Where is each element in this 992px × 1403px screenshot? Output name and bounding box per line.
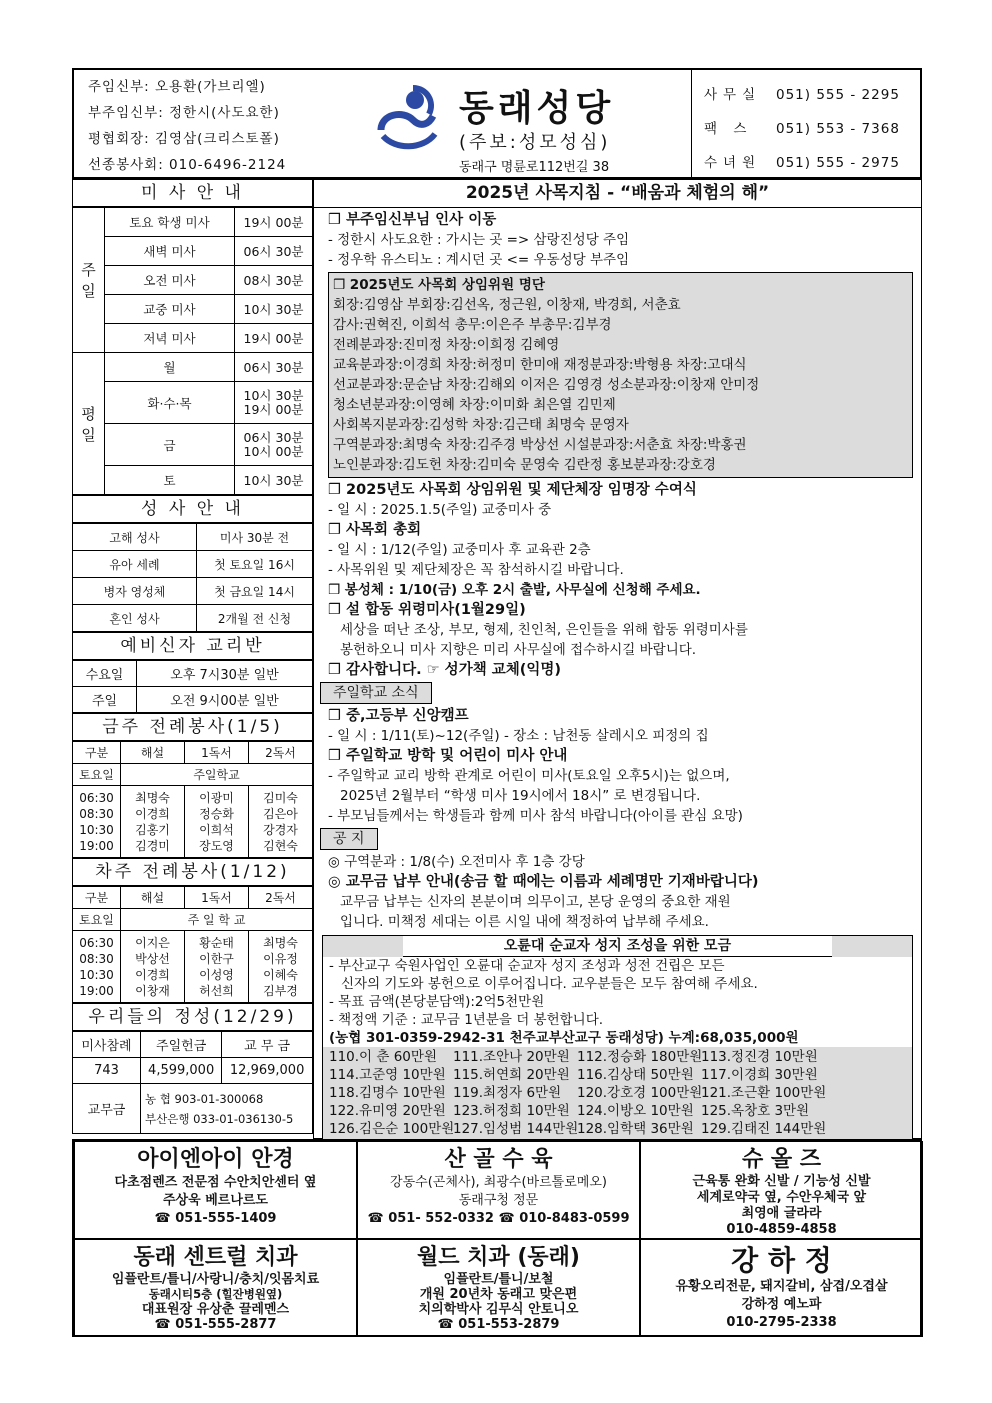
section-heading: ❒ 중,고등부 신앙캠프: [328, 708, 469, 724]
offering-title: 우리들의 정성(12/29): [72, 1003, 313, 1031]
donation-row: 110.이 춘 60만원 111.조안나 20만원 112.정승화 180만원113.정진경 10만원: [329, 1049, 818, 1065]
sunday-school-tag: 주일학교 소식: [320, 682, 432, 704]
table-row: 주일 오전 9시00분 일반: [73, 687, 313, 713]
section-heading: ❒ 감사합니다. ☞ 성가책 교체(익명): [328, 662, 562, 678]
masthead: [72, 68, 922, 179]
pastoral-theme-title: 2025년 사목지침 - “배움과 체험의 해”: [314, 180, 921, 208]
clergy-pastor: 주임신부: 오용환(가브리엘): [88, 79, 266, 95]
ad-restaurant-kanghajeong: 강 하 정 유황오리전문, 돼지갈비, 삼겹/오겹살 강하정 예노파 010-2795-2338: [640, 1239, 923, 1337]
section-heading: ◎ 교무금 납부 안내(송금 할 때에는 이름과 세례명만 기재바랍니다): [328, 874, 759, 890]
table-row: 토요일 주일학교: [73, 764, 313, 786]
parish-title-block: [349, 70, 691, 177]
table-row: 교무금 농 협 903-01-300068 부산은행 033-01-036130-5: [73, 1084, 313, 1134]
table-row: 743 4,599,000 12,969,000: [73, 1058, 313, 1084]
table-row: 주일 토요 학생 미사 19시 00분: [73, 208, 313, 237]
donation-row: 118.김명수 10만원 119.최정자 6만원 120.강호경 100만원121.조근환 100만원: [329, 1085, 827, 1101]
sacraments-title: 성 사 안 내: [72, 495, 313, 523]
offering-table: [72, 1031, 313, 1134]
table-row: 평일 월 06시 30분: [73, 353, 313, 382]
weekday-label: 평일: [73, 353, 105, 495]
section-heading: ❒ 주일학교 방학 및 어린이 미사 안내: [328, 748, 568, 764]
donation-row: 114.고준영 10만원 115.허연희 20만원 116.김상태 50만원 117.이경희 30만원: [329, 1067, 818, 1083]
table-row: 06:30 08:30 10:30 19:00 최명숙 이경희 김홍기 김경미 이광미 정승화 이희석 장도영 김미숙 김은아 강경자 김현숙: [73, 786, 313, 858]
left-column: [72, 179, 313, 1134]
martyr-shrine-title: 오륜대 순교자 성지 조성을 위한 모금: [403, 936, 832, 957]
parish-logo-icon: [373, 84, 443, 154]
parish-patron: (주보:성모성심): [459, 132, 611, 153]
table-row: 06:30 08:30 10:30 19:00 이지은 박상선 이경희 이창재 황순태 이한구 이성영 허선희 최명숙 이유정 이혜숙 김부경: [73, 931, 313, 1003]
mass-schedule-table: [72, 207, 313, 495]
table-row: 화·수·목 10시 30분 19시 00분: [73, 382, 313, 424]
table-row: 병자 영성체 첫 금요일 14시: [73, 578, 313, 605]
catechumen-table: [72, 660, 313, 713]
clergy-list: [74, 70, 349, 177]
ad-optician: 아이엔아이 안경 다초점렌즈 전문점 수안치안센터 옆 주상욱 베르나르도 ☎ 051-555-1409: [74, 1141, 357, 1239]
section-heading: ❒ 부주임신부님 인사 이동: [328, 212, 497, 228]
bank-account-busan: 부산은행 033-01-036130-5: [145, 1111, 294, 1126]
donation-row: 126.김은순 100만원127.임성범 144만원128.임학택 36만원 129.김태진 144만원: [329, 1121, 827, 1137]
section-heading: ❒ 2025년도 사목회 상임위원 명단: [333, 277, 545, 293]
ad-shoes: 슈 올 즈 근육통 완화 신발 / 기능성 신발 세계로약국 옆, 수안우체국 앞 최영애 글라라 010-4859-4858: [640, 1141, 923, 1239]
table-row: 혼인 성사 2개월 전 신청: [73, 605, 313, 632]
martyr-shrine-fund-box: 오륜대 순교자 성지 조성을 위한 모금 - 부산교구 숙원사업인 오륜대 순교자 성지 조성과 성전 건립은 모든 신자의 기도와 봉헌으로 이루어집니다. 교우분들은 모두 참여해 주세요. - 목표 금액(본당분담액):2억5천만원 - 책정액 기준 : 교무금 1년분을 더 봉헌합니다. (농협 301-0359-2942-31 천주교부산교구 동래성당) 누계:68,035,000원 110.이 춘 60만원 111.조안나 20만원 112.정승화 180만원113.정진경 10만원 114.고준영 10만원 115.허연희 20만원 116.김상태 50만원 117.이경희 30만원 118.김명수 10만원 119.최정자 6만원 120.강호경 100만원121.조근환 100만원 122.유미영 20만원 123.허정희 10만원 124.이방오 10만원 125.옥창호 3만원 126.김은순 100만원127.임성범 144만원128.임학택 36만원 129.김태진 144만원: [322, 935, 913, 1141]
next-week-liturgy-title: 차주 전례봉사(1/12): [72, 858, 313, 886]
ad-dental-world: 월드 치과 (동래) 임플란트/틀니/보철 개원 20년차 동래고 맞은편 치의학박사 김무식 안토니오 ☎ 051-553-2879: [357, 1239, 640, 1337]
section-heading: ❒ 봉성체 : 1/10(금) 오후 2시 출발, 사무실에 신청해 주세요.: [328, 582, 701, 598]
bank-account-nonghyup: 농 협 903-01-300068: [145, 1091, 264, 1106]
contact-convent: 수녀원 051) 555 - 2975: [704, 155, 900, 171]
table-row: 금 06시 30분 10시 00분: [73, 424, 313, 466]
table-row: 교중 미사 10시 30분: [73, 295, 313, 324]
council-members-box: ❒ 2025년도 사목회 상임위원 명단 회장:김영삼 부회장:김선옥, 정근원, 이창재, 박경희, 서춘효 감사:권혁진, 이희석 총무:이은주 부총무:김부경 전례분과장:진미정 차장:이희정 김혜영 교육분과장:이경희 차장:허정미 한미애 재정분과장:박형용 차장:고대식 선교분과장:문순남 차장:김해외 이저은 김영경 성소분과장:이창재 안미정 청소년분과장:이영혜 차장:이미화 최은열 김민제 사회복지분과장:김성학 차장:김근태 최명숙 문영자 구역분과장:최명숙 차장:김주경 박상선 시설분과장:서춘효 차장:박홍권 노인분과장:김도헌 차장:김미숙 문영숙 김란정 홍보분과장:강호경: [328, 272, 913, 478]
table-row: 고해 성사 미사 30분 전: [73, 524, 313, 551]
table-row: 오전 미사 08시 30분: [73, 266, 313, 295]
sacraments-table: [72, 523, 313, 632]
catechumen-title: 예비신자 교리반: [72, 632, 313, 660]
table-row: 토 10시 30분: [73, 466, 313, 495]
section-heading: ❒ 사목회 총회: [328, 522, 422, 538]
contact-fax: 팩 스 051) 553 - 7368: [704, 121, 900, 137]
next-week-liturgy-table: [72, 886, 313, 1003]
table-row: 미사참례 주일헌금 교 무 금: [73, 1032, 313, 1058]
clergy-funeral-service: 선종봉사회: 010-6496-2124: [88, 157, 287, 173]
table-row: 토요일 주 일 학 교: [73, 909, 313, 931]
ad-dental-central: 동래 센트럴 치과 임플란트/틀니/사랑니/충치/잇몸치료 동래시티5층 (힐잔병원옆) 대표원장 유상춘 끌레멘스 ☎ 051-555-2877: [74, 1239, 357, 1337]
clergy-council-president: 평협회장: 김영삼(크리스토폴): [88, 131, 280, 147]
table-row: 구분 해설 1독서 2독서: [73, 742, 313, 764]
contact-list: [691, 70, 920, 177]
contact-office: 사무실 051) 555 - 2295: [704, 87, 900, 103]
mass-guide-title: 미 사 안 내: [72, 179, 313, 207]
fund-account: (농협 301-0359-2942-31 천주교부산교구 동래성당) 누계:68,035,000원: [329, 1030, 799, 1046]
table-row: 저녁 미사 19시 00분: [73, 324, 313, 353]
section-heading: ❒ 2025년도 사목회 상임위원 및 제단체장 임명장 수여식: [328, 482, 697, 498]
table-row: 구분 해설 1독서 2독서: [73, 887, 313, 909]
notice-tag: 공 지: [320, 828, 378, 850]
clergy-assistant: 부주임신부: 정한시(사도요한): [88, 105, 280, 121]
this-week-liturgy-title: 금주 전례봉사(1/5): [72, 713, 313, 741]
section-heading: ❒ 설 합동 위령미사(1월29일): [328, 602, 526, 618]
this-week-liturgy-table: [72, 741, 313, 858]
main-content: 2025년 사목지침 - “배움과 체험의 해” ❒ 부주임신부님 인사 이동 - 정한시 사도요한 : 가시는 곳 => 삼랑진성당 주임 - 정우학 유스티노 : 계시던 곳 <= 우동성당 부주임 ❒ 2025년도 사목회 상임위원 명단 회장:김영삼 부회장:김선옥, 정근원, 이창재, 박경희, 서춘효 감사:권혁진, 이희석 총무:이은주 부총무:김부경 전례분과장:진미정 차장:이희정 김혜영 교육분과장:이경희 차장:허정미 한미애 재정분과장:박형용 차장:고대식 선교분과장:문순남 차장:김해외 이저은 김영경 성소분과장:이창재 안미정 청소년분과장:이영혜 차장:이미화 최은열 김민제 사회복지분과장:김성학 차장:김근태 최명숙 문영자 구역분과장:최명숙 차장:김주경 박상선 시설분과장:서춘효 차장:박홍권 노인분과장:김도헌 차장:김미숙 문영숙 김란정 홍보분과장:강호경 ❒ 2025년도 사목회 상임위원 및 제단체장 임명장 수여식 - 일 시 : 2025.1.5(주일) 교중미사 중 ❒ 사목회 총회 - 일 시 : 1/12(주일) 교중미사 후 교육관 2층 - 사목위원 및 제단체장은 꼭 참석하시길 바랍니다. ❒ 봉성체 : 1/10(금) 오후 2시 출발, 사무실에 신청해 주세요. ❒ 설 합동 위령미사(1월29일) 세상을 떠난 조상, 부모, 형제, 친인척, 은인들을 위해 합동 위령미사를 봉헌하오니 미사 지향은 미리 사무실에 접수하시길 바랍니다. ❒ 감사합니다. ☞ 성가책 교체(익명) 주일학교 소식 ❒ 중,고등부 신앙캠프 - 일 시 : 1/11(토)~12(주일) - 장소 : 남천동 살레시오 피정의 집 ❒ 주일학교 방학 및 어린이 미사 안내 - 주일학교 교리 방학 관계로 어린이 미사(토요일 오후5시)는 없으며, 2025년 2월부터 “학생 미사 19시에서 18시” 로 변경됩니다. - 부모님들께서는 학생들과 함께 미사 참석 바랍니다(아이를 관심 요망) 공 지 ◎ 구역분과 : 1/8(수) 오전미사 후 1층 강당 ◎ 교무금 납부 안내(송금 할 때에는 이름과 세례명만 기재바랍니다) 교무금 납부는 신자의 본분이며 의무이고, 본당 운영의 중요한 재원 입니다. 미책정 세대는 이른 시일 내에 책정하여 납부해 주세요. 오륜대 순교자 성지 조성을 위한 모금 - 부산교구 숙원사업인 오륜대 순교자 성지 조성과 성전 건립은 모든 신자의 기도와 봉헌으로 이루어집니다. 교우분들은 모두 참여해 주세요. - 목표 금액(본당분담액):2억5천만원 - 책정액 기준 : 교무금 1년분을 더 봉헌합니다. (농협 301-0359-2942-31 천주교부산교구 동래성당) 누계:68,035,000원 110.이 춘 60만원 111.조안나 20만원 112.정승화 180만원113.정진경 10만원 114.고준영 10만원 115.허연희 20만원 116.김상태 50만원 117.이경희 30만원 118.김명수 10만원 119.최정자 6만원 120.강호경 100만원121.조근환 100만원 122.유미영 20만원 123.허정희 10만원 124.이방오 10만원 125.옥창호 3만원 126.김은순 100만원127.임성범 144만원128.임학택 36만원 129.김태진 144만원: [313, 179, 922, 1139]
advertisements: [72, 1139, 922, 1337]
donation-row: 122.유미영 20만원 123.허정희 10만원 124.이방오 10만원 125.옥창호 3만원: [329, 1103, 810, 1119]
sunday-label: 주일: [73, 208, 105, 353]
parish-name: 동래성당: [459, 88, 615, 129]
parish-address: 동래구 명륜로112번길 38: [459, 160, 610, 175]
table-row: 새벽 미사 06시 30분: [73, 237, 313, 266]
table-row: 수요일 오후 7시30분 일반: [73, 661, 313, 687]
ad-restaurant-sugol: 산 골 수 육 강동수(곤체사), 최광수(바르톨로메오) 동래구청 정문 ☎ 051- 552-0332 ☎ 010-8483-0599: [357, 1141, 640, 1239]
table-row: 유아 세례 첫 토요일 16시: [73, 551, 313, 578]
